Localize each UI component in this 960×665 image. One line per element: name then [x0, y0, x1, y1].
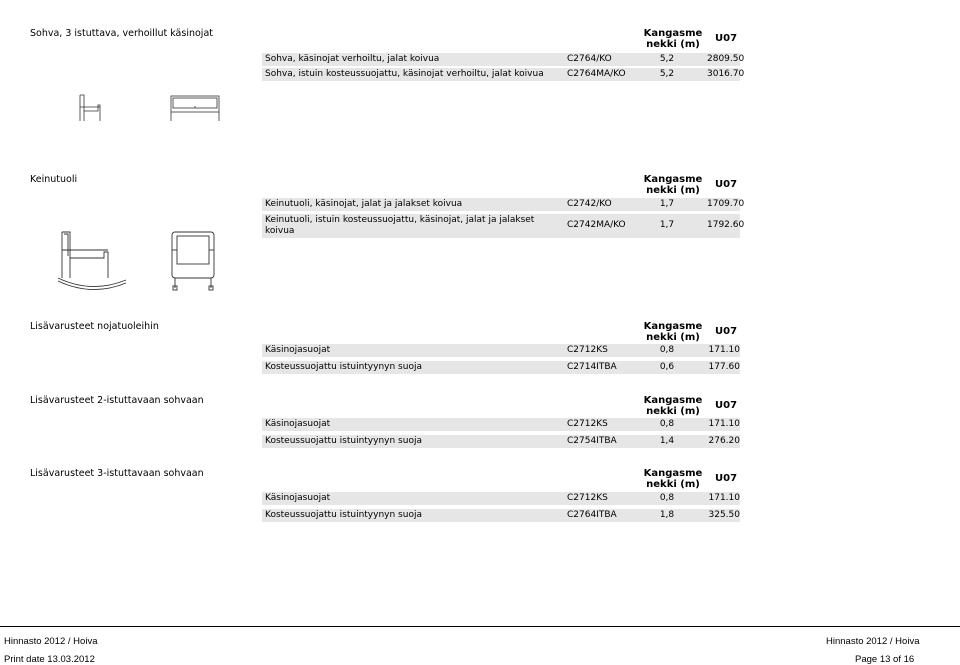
footer-title-right: Hinnasto 2012 / Hoiva — [826, 636, 920, 647]
row-price: 171.10 — [708, 419, 740, 429]
row-fabric: 1,4 — [659, 436, 675, 446]
sofa-side-illustration — [78, 93, 102, 123]
row-fabric: 0,6 — [659, 362, 675, 372]
row-description: Keinutuoli, istuin kosteussuojattu, käsinojat, jalat ja jalakset koivua — [265, 215, 535, 236]
footer-divider — [0, 626, 960, 627]
row-description: Keinutuoli, käsinojat, jalat ja jalakset koivua — [265, 199, 463, 209]
price-header: U07 — [715, 473, 738, 484]
row-description: Käsinojasuojat — [265, 345, 331, 355]
row-fabric: 0,8 — [659, 345, 675, 355]
row-code: C2712KS — [567, 419, 608, 429]
row-description: Sohva, käsinojat verhoiltu, jalat koivua — [265, 54, 440, 64]
row-code: C2712KS — [567, 345, 608, 355]
section-title-sofa: Sohva, 3 istuttava, verhoillut käsinojat — [30, 28, 213, 39]
row-price: 325.50 — [708, 510, 740, 520]
table-row — [262, 418, 740, 431]
row-code: C2712KS — [567, 493, 608, 503]
row-code: C2754ITBA — [567, 436, 617, 446]
row-fabric: 0,8 — [659, 419, 675, 429]
footer-page-number: Page 13 of 16 — [855, 654, 915, 665]
rocking-chair-front-illustration — [170, 230, 216, 292]
row-code: C2764MA/KO — [567, 69, 626, 79]
row-price: 276.20 — [708, 436, 740, 446]
table-row — [262, 492, 740, 505]
row-code: C2742/KO — [567, 199, 612, 209]
fabric-header: Kangasme nekki (m) — [643, 468, 703, 490]
table-row — [262, 344, 740, 357]
row-code: C2764ITBA — [567, 510, 617, 520]
row-description: Kosteussuojattu istuintyynyn suoja — [265, 362, 422, 372]
row-description: Kosteussuojattu istuintyynyn suoja — [265, 510, 422, 520]
row-price: 177.60 — [708, 362, 740, 372]
row-fabric: 5,2 — [659, 69, 675, 79]
section-title-2-seat-sofa-accessories: Lisävarusteet 2-istuttavaan sohvaan — [30, 395, 204, 406]
row-description: Käsinojasuojat — [265, 493, 331, 503]
row-price: 171.10 — [708, 493, 740, 503]
row-price: 3016.70 — [707, 69, 745, 79]
price-header: U07 — [715, 179, 738, 190]
table-row — [262, 53, 745, 66]
row-fabric: 1,7 — [659, 220, 675, 230]
row-fabric: 1,8 — [659, 510, 675, 520]
sofa-front-illustration — [170, 95, 220, 125]
rocking-chair-side-illustration — [56, 228, 128, 292]
footer-title-left: Hinnasto 2012 / Hoiva — [4, 636, 98, 647]
row-code: C2714ITBA — [567, 362, 617, 372]
footer-print-date: Print date 13.03.2012 — [4, 654, 95, 665]
row-price: 1792.60 — [707, 220, 745, 230]
table-row — [262, 214, 745, 238]
table-row — [262, 435, 740, 448]
table-row — [262, 198, 745, 211]
row-price: 2809.50 — [707, 54, 745, 64]
row-price: 171.10 — [708, 345, 740, 355]
price-header: U07 — [715, 400, 738, 411]
price-header: U07 — [715, 33, 738, 44]
row-code: C2742MA/KO — [567, 220, 626, 230]
section-title-armchair-accessories: Lisävarusteet nojatuoleihin — [30, 321, 159, 332]
section-title-3-seat-sofa-accessories: Lisävarusteet 3-istuttavaan sohvaan — [30, 468, 204, 479]
section-title-rocking-chair: Keinutuoli — [30, 174, 78, 185]
row-fabric: 0,8 — [659, 493, 675, 503]
row-price: 1709.70 — [707, 199, 745, 209]
fabric-header: Kangasme nekki (m) — [643, 321, 703, 343]
table-row — [262, 361, 740, 374]
price-header: U07 — [715, 326, 738, 337]
table-row — [262, 509, 740, 522]
row-description: Sohva, istuin kosteussuojattu, käsinojat verhoiltu, jalat koivua — [265, 69, 544, 79]
row-description: Kosteussuojattu istuintyynyn suoja — [265, 436, 422, 446]
row-description: Käsinojasuojat — [265, 419, 331, 429]
fabric-header: Kangasme nekki (m) — [643, 395, 703, 417]
row-fabric: 1,7 — [659, 199, 675, 209]
fabric-header: Kangasme nekki (m) — [643, 174, 703, 196]
row-code: C2764/KO — [567, 54, 612, 64]
row-fabric: 5,2 — [659, 54, 675, 64]
fabric-header: Kangasme nekki (m) — [643, 28, 703, 50]
table-row — [262, 68, 745, 81]
